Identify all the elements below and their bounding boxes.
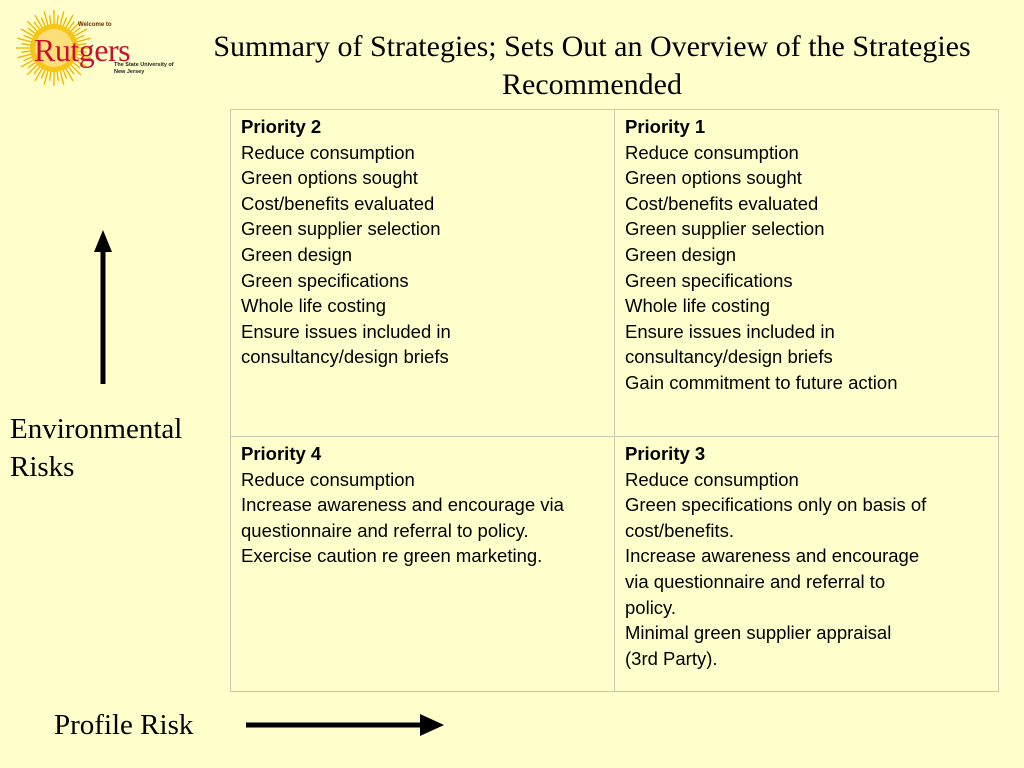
quadrant-bottom-left	[231, 437, 615, 692]
quadrant-line: Whole life costing	[241, 295, 386, 317]
quadrant-line: Minimal green supplier appraisal	[625, 622, 892, 644]
quadrant-lines	[241, 140, 604, 370]
quadrant-heading: Priority 2	[241, 116, 322, 137]
arrow-right-icon	[246, 712, 444, 738]
quadrant-heading: Priority 3	[625, 443, 706, 464]
quadrant-line: cost/benefits.	[625, 519, 735, 541]
quadrant-line: Green options sought	[241, 167, 418, 189]
rutgers-logo	[8, 8, 178, 88]
quadrant-heading: Priority 4	[241, 443, 322, 464]
logo-welcome-text: Welcome to	[78, 22, 112, 28]
quadrant-line: Exercise caution re green marketing.	[241, 545, 543, 567]
quadrant-line: consultancy/design briefs	[625, 346, 833, 368]
matrix-row-top	[231, 110, 999, 437]
axis-label-line: Risks	[10, 451, 75, 483]
quadrant-line: Green specifications	[625, 269, 793, 291]
quadrant-line: Reduce consumption	[241, 468, 415, 490]
quadrant-line: questionnaire and referral to policy.	[241, 519, 529, 541]
quadrant-lines	[625, 140, 988, 396]
quadrant-line: Green supplier selection	[241, 218, 441, 240]
quadrant-line: Increase awareness and encourage via	[241, 494, 564, 516]
quadrant-line: Ensure issues included in	[625, 320, 835, 342]
quadrant-line: consultancy/design briefs	[241, 346, 449, 368]
quadrant-line: Reduce consumption	[625, 141, 799, 163]
quadrant-line: Green design	[625, 243, 737, 265]
quadrant-line: Green options sought	[625, 167, 802, 189]
quadrant-line: Green specifications	[241, 269, 409, 291]
environmental-risks-label	[10, 410, 182, 486]
quadrant-top-right	[615, 110, 999, 437]
quadrant-line: (3rd Party).	[625, 647, 718, 669]
logo-subtitle-text: The State University of New Jersey	[114, 62, 174, 75]
quadrant-line: Green design	[241, 243, 353, 265]
quadrant-line: Green specifications only on basis of	[625, 494, 927, 516]
quadrant-top-left	[231, 110, 615, 437]
quadrant-line: Reduce consumption	[625, 468, 799, 490]
quadrant-line: Increase awareness and encourage	[625, 545, 920, 567]
arrow-up-icon	[94, 230, 112, 386]
quadrant-line: Gain commitment to future action	[625, 371, 898, 393]
quadrant-heading: Priority 1	[625, 116, 706, 137]
logo-name-text: Rutgers	[34, 32, 131, 68]
quadrant-lines	[241, 467, 604, 569]
quadrant-line: Reduce consumption	[241, 141, 415, 163]
quadrant-line: Ensure issues included in	[241, 320, 451, 342]
priority-matrix	[230, 109, 999, 692]
axis-label-line: Environmental	[10, 413, 183, 445]
quadrant-bottom-right	[615, 437, 999, 692]
quadrant-line: Cost/benefits evaluated	[241, 192, 435, 214]
quadrant-line: Green supplier selection	[625, 218, 825, 240]
profile-risk-label: Profile Risk	[54, 709, 194, 741]
quadrant-lines	[625, 467, 988, 672]
quadrant-line: Cost/benefits evaluated	[625, 192, 819, 214]
quadrant-line: policy.	[625, 596, 677, 618]
slide-title: Summary of Strategies; Sets Out an Overview of the Strategies Recommended	[213, 30, 971, 101]
quadrant-line: Whole life costing	[625, 295, 770, 317]
quadrant-line: via questionnaire and referral to	[625, 570, 886, 592]
matrix-row-bottom	[231, 437, 999, 692]
